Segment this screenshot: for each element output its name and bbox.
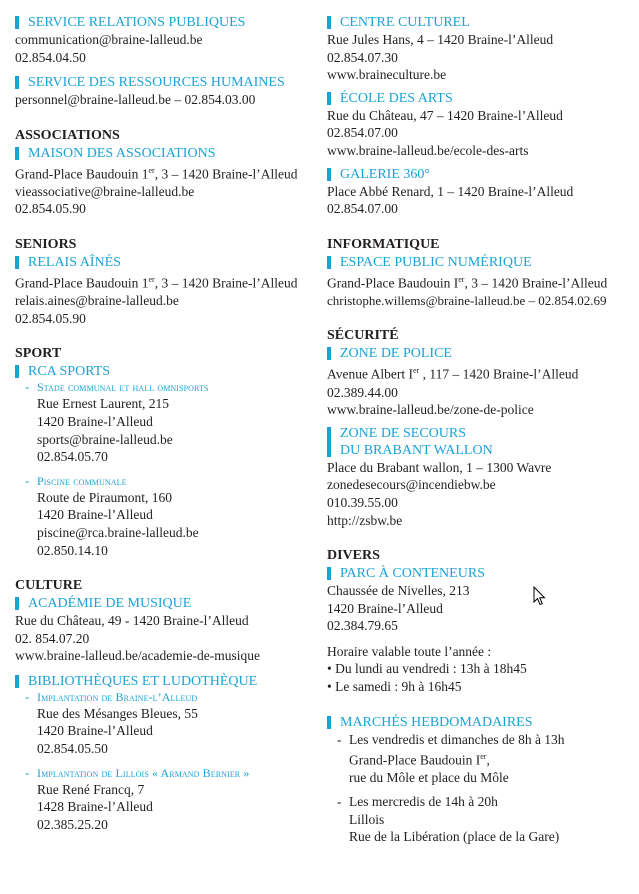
- biblio-lillois-phone: 02.385.25.20: [37, 816, 108, 832]
- relais-aines-address: Grand-Place Baudouin 1er, 3 – 1420 Braine-l’Alleud: [15, 275, 298, 291]
- dash-icon: -: [337, 731, 342, 747]
- galerie-address: Place Abbé Renard, 1 – 1420 Braine-l’Alleud: [327, 183, 574, 199]
- stade-street: Rue Ernest Laurent, 215: [37, 396, 169, 412]
- police-title: ZONE DE POLICE: [327, 345, 632, 362]
- dash-icon: -: [25, 688, 30, 704]
- parc-title: PARC À CONTENEURS: [327, 565, 632, 582]
- piscine-title: Piscine communale: [37, 473, 127, 488]
- parc-street: Chaussée de Nivelles, 213: [327, 583, 470, 599]
- epn-title: ESPACE PUBLIC NUMÉRIQUE: [327, 254, 632, 271]
- parc-phone: 02.384.79.65: [327, 618, 398, 634]
- dash-icon: -: [25, 379, 30, 395]
- cc-address: Rue Jules Hans, 4 – 1420 Braine-l’Alleud: [327, 32, 554, 47]
- biblio-lillois-street: Rue René Francq, 7: [37, 781, 145, 797]
- relais-aines-title: RELAIS AÎNÉS: [15, 254, 310, 271]
- relais-aines-email[interactable]: relais.aines@braine-lalleud.be: [15, 293, 179, 309]
- parc-hours-title: Horaire valable toute l’année :: [327, 643, 492, 659]
- secours-phone: 010.39.55.00: [327, 494, 398, 510]
- marches-title: MARCHÉS HEBDOMADAIRES: [327, 714, 632, 731]
- left-column: [15, 14, 310, 833]
- police-address: Avenue Albert Ier , 117 – 1420 Braine-l’Alleud: [327, 366, 579, 382]
- srp-title: SERVICE RELATIONS PUBLIQUES: [15, 14, 310, 31]
- secours-address: Place du Brabant wallon, 1 – 1300 Wavre: [327, 459, 552, 475]
- right-column: [327, 14, 632, 846]
- stade-email[interactable]: sports@braine-lalleud.be: [37, 431, 173, 447]
- biblio-bla-phone: 02.854.05.50: [37, 741, 108, 757]
- academie-phone: 02. 854.07.20: [15, 630, 90, 646]
- academie-web[interactable]: www.braine-lalleud.be/academie-de-musique: [15, 648, 261, 664]
- rca-sports-title: RCA SPORTS: [15, 363, 310, 380]
- sport-heading: SPORT: [15, 346, 62, 362]
- police-web[interactable]: www.braine-lalleud.be/zone-de-police: [327, 402, 534, 418]
- informatique-heading: INFORMATIQUE: [327, 236, 440, 252]
- piscine-block: [15, 474, 310, 559]
- piscine-phone: 02.850.14.10: [37, 542, 108, 558]
- parc-hours-weekday: • Du lundi au vendredi : 13h à 18h45: [327, 661, 527, 677]
- srh-contact[interactable]: personnel@braine-lalleud.be – 02.854.03.00: [15, 92, 256, 108]
- biblio-bla-title: Implantation de Braine-l’Alleud: [37, 689, 198, 704]
- epn-contact[interactable]: christophe.willems@braine-lalleud.be – 02.854.02.69: [327, 292, 607, 308]
- piscine-city: 1420 Braine-l’Alleud: [37, 507, 153, 523]
- arts-title: ÉCOLE DES ARTS: [327, 90, 632, 107]
- secours-email[interactable]: zonedesecours@incendiebw.be: [327, 477, 496, 493]
- biblio-bla-street: Rue des Mésanges Bleues, 55: [37, 705, 198, 721]
- marche-item-1: - Les vendredis et dimanches de 8h à 13h Grand-Place Baudouin Ier, rue du Môle et place du Môle: [337, 731, 565, 786]
- arts-phone: 02.854.07.00: [327, 125, 398, 141]
- seniors-heading: SENIORS: [15, 237, 77, 253]
- biblio-bla-block: [15, 690, 310, 758]
- srp-phone: 02.854.04.50: [15, 49, 86, 65]
- arts-web[interactable]: www.braine-lalleud.be/ecole-des-arts: [327, 142, 529, 158]
- arts-address: Rue du Château, 47 – 1420 Braine-l’Alleud: [327, 107, 563, 123]
- biblio-lillois-city: 1428 Braine-l’Alleud: [37, 799, 153, 815]
- police-phone: 02.389.44.00: [327, 384, 398, 400]
- dash-icon: -: [25, 472, 30, 488]
- securite-heading: SÉCURITÉ: [327, 328, 399, 344]
- academie-address: Rue du Château, 49 - 1420 Braine-l’Alleud: [15, 613, 249, 629]
- stade-phone: 02.854.05.70: [37, 449, 108, 465]
- academie-title: ACADÉMIE DE MUSIQUE: [15, 595, 310, 612]
- maison-associations-title: MAISON DES ASSOCIATIONS: [15, 145, 310, 162]
- maison-associations-phone: 02.854.05.90: [15, 201, 86, 217]
- dash-icon: -: [337, 793, 342, 809]
- divers-heading: DIVERS: [327, 548, 380, 564]
- piscine-street: Route de Piraumont, 160: [37, 489, 172, 505]
- biblio-title: BIBLIOTHÈQUES ET LUDOTHÈQUE: [15, 673, 310, 690]
- stade-city: 1420 Braine-l’Alleud: [37, 413, 153, 429]
- parc-city: 1420 Braine-l’Alleud: [327, 600, 443, 616]
- stade-block: [15, 380, 310, 465]
- biblio-lillois-block: [15, 766, 310, 834]
- associations-heading: ASSOCIATIONS: [15, 127, 120, 143]
- relais-aines-phone: 02.854.05.90: [15, 310, 86, 326]
- epn-address: Grand-Place Baudouin Ier, 3 – 1420 Braine-l’Alleud: [327, 274, 608, 291]
- cc-web[interactable]: www.braineculture.be: [327, 67, 447, 83]
- parc-hours-saturday: • Le samedi : 9h à 16h45: [327, 679, 462, 695]
- marche-item-2: - Les mercredis de 14h à 20h Lillois Rue de la Libération (place de la Gare): [337, 793, 560, 845]
- culture-heading: CULTURE: [15, 578, 83, 594]
- secours-title: ZONE DE SECOURS DU BRABANT WALLON: [327, 425, 632, 459]
- srp-email[interactable]: communication@braine-lalleud.be: [15, 32, 203, 47]
- secours-web[interactable]: http://zsbw.be: [327, 512, 403, 528]
- piscine-email[interactable]: piscine@rca.braine-lalleud.be: [37, 524, 199, 540]
- biblio-bla-city: 1420 Braine-l’Alleud: [37, 723, 153, 739]
- biblio-lillois-title: Implantation de Lillois « Armand Bernier »: [37, 765, 250, 780]
- galerie-phone: 02.854.07.00: [327, 201, 398, 217]
- srh-title: SERVICE DES RESSOURCES HUMAINES: [15, 74, 310, 91]
- maison-associations-email[interactable]: vieassociative@braine-lalleud.be: [15, 183, 195, 199]
- mouse-pointer-icon: [533, 586, 547, 606]
- galerie-title: GALERIE 360°: [327, 166, 632, 183]
- stade-title: Stade communal et hall omnisports: [37, 380, 209, 395]
- cc-title: CENTRE CULTUREL: [327, 14, 632, 31]
- dash-icon: -: [25, 764, 30, 780]
- maison-associations-address: Grand-Place Baudouin 1er, 3 – 1420 Braine-l’Alleud: [15, 165, 298, 182]
- cc-phone: 02.854.07.30: [327, 49, 398, 65]
